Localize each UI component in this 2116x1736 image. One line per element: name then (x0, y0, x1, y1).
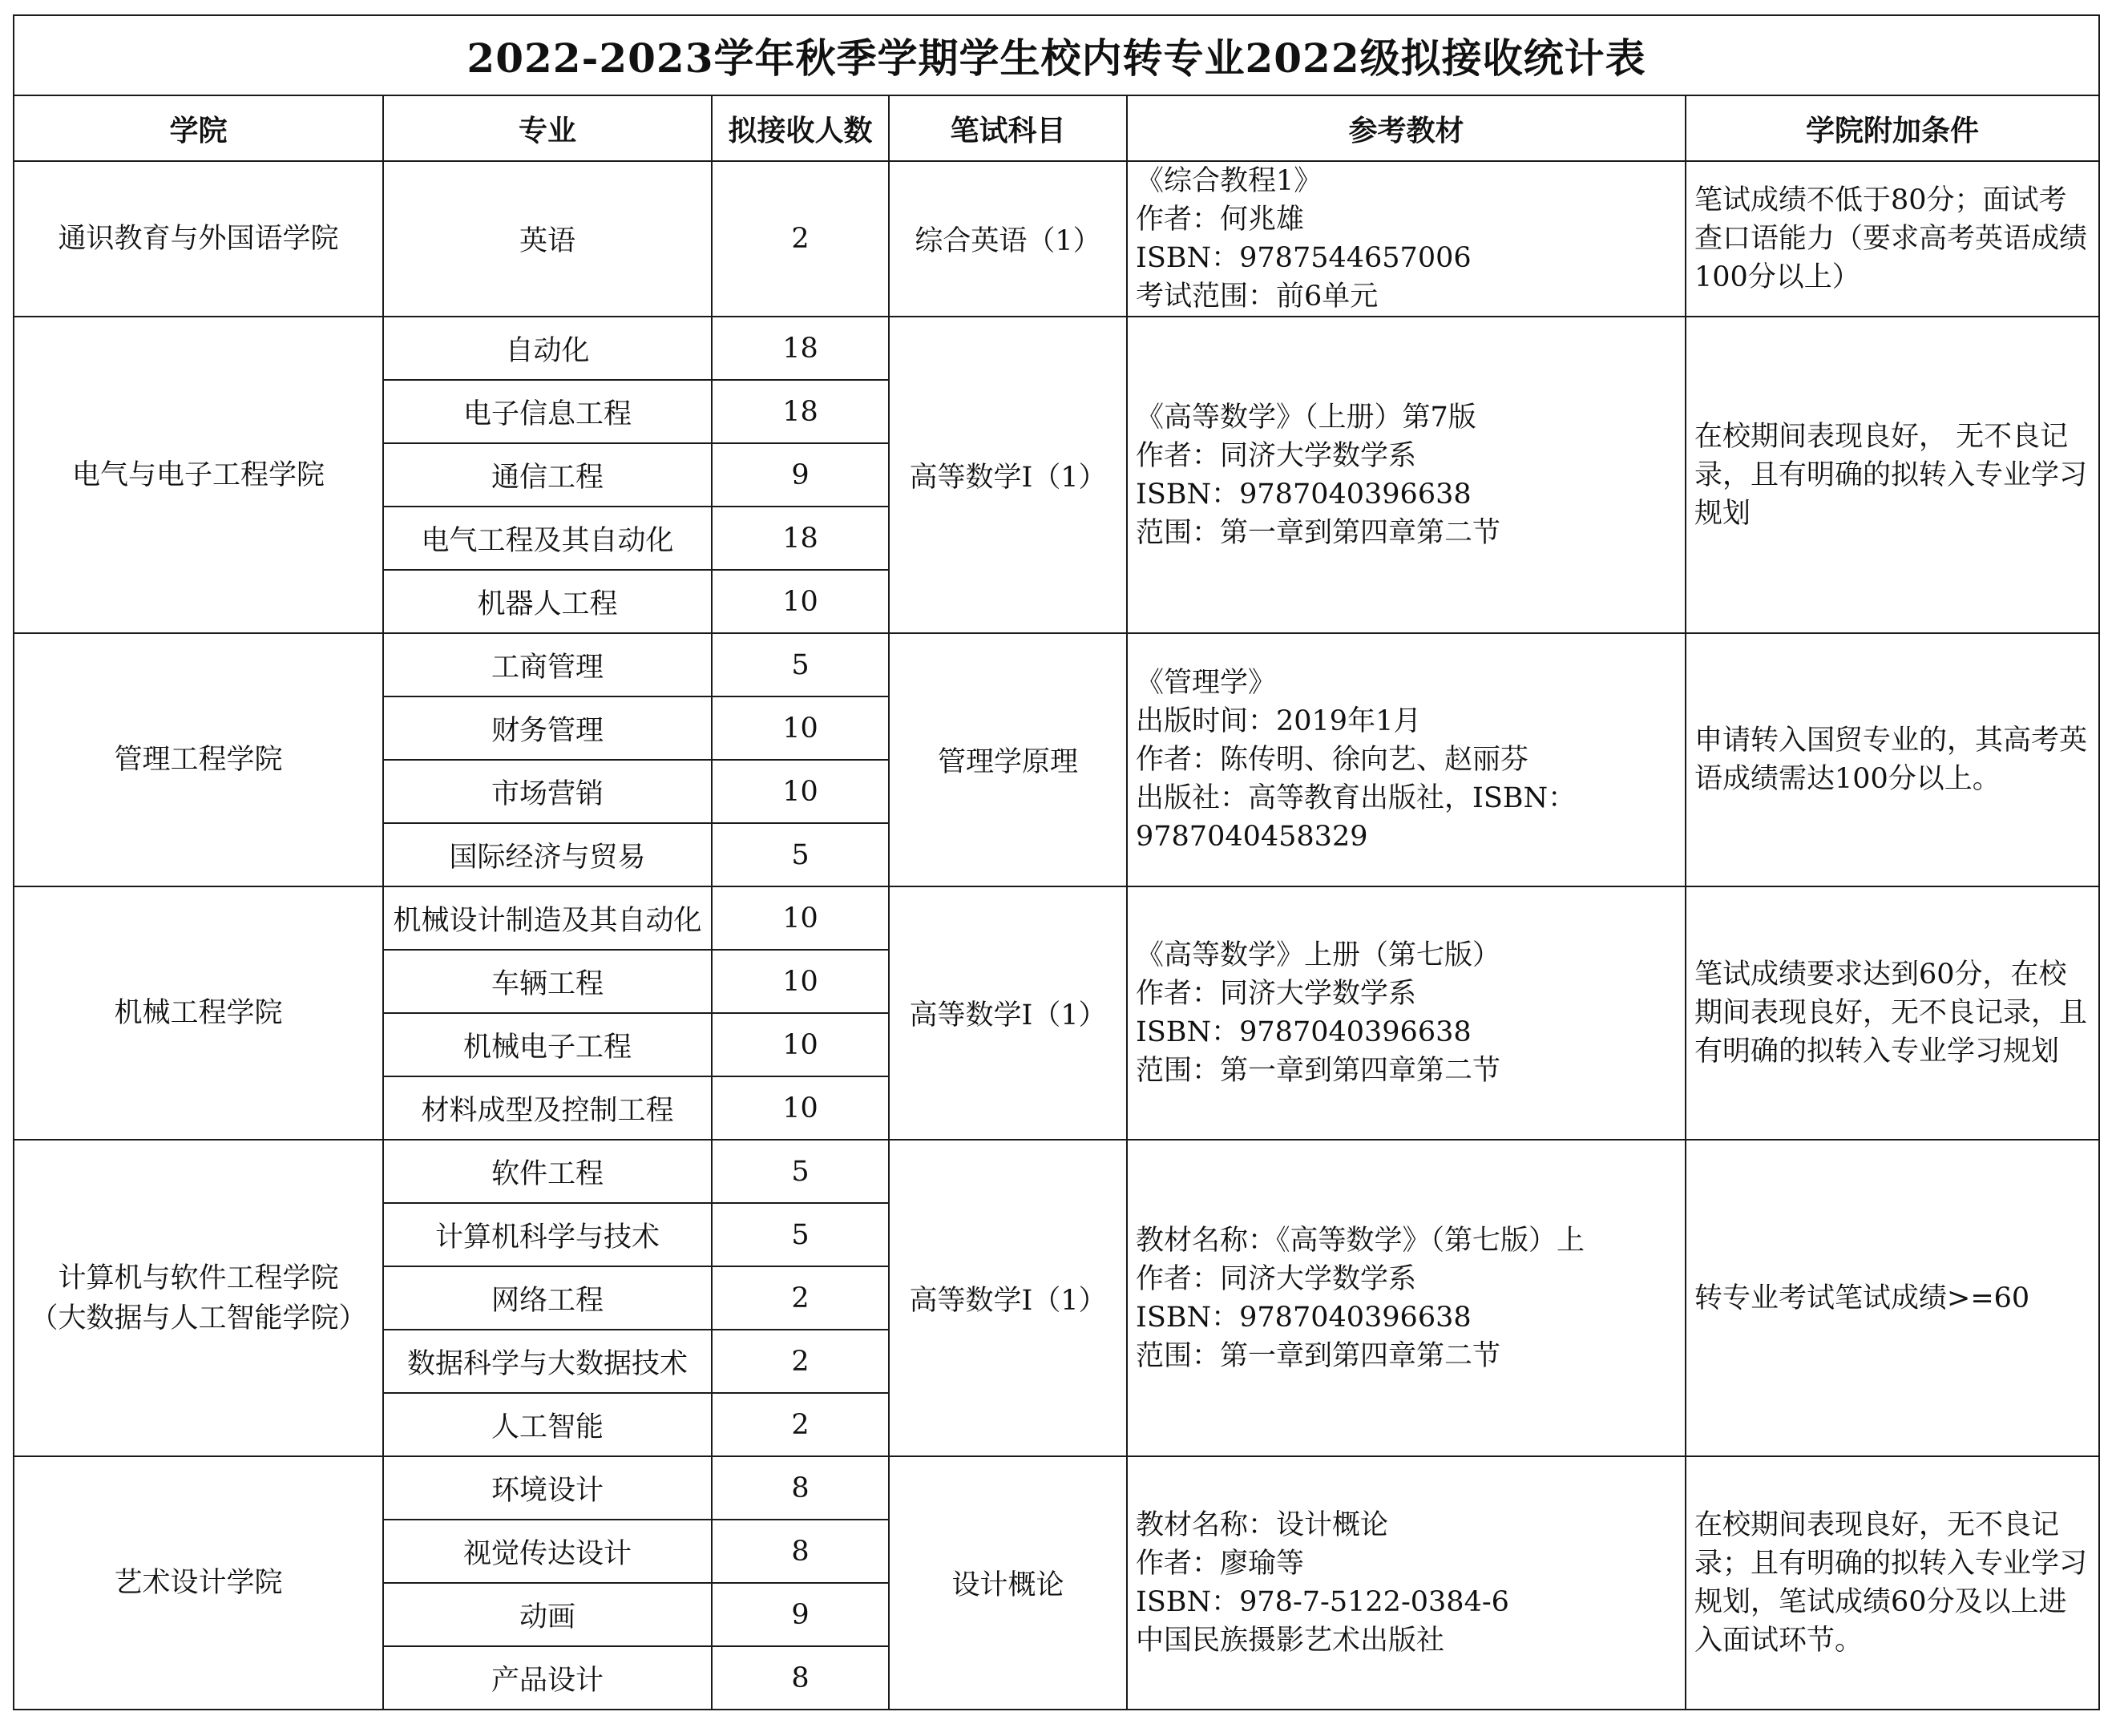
major-cell: 工商管理 (383, 633, 712, 696)
exam-subject-cell: 高等数学I（1） (889, 317, 1127, 633)
table-row (14, 633, 2099, 696)
quota-cell: 10 (712, 1013, 889, 1076)
quota-cell: 2 (712, 1393, 889, 1456)
major-cell: 机器人工程 (383, 570, 712, 633)
quota-cell: 5 (712, 1140, 889, 1203)
table-row (14, 317, 2099, 380)
major-cell: 环境设计 (383, 1456, 712, 1520)
exam-subject-cell: 高等数学I（1） (889, 1140, 1127, 1456)
major-cell: 材料成型及控制工程 (383, 1076, 712, 1140)
quota-cell: 18 (712, 317, 889, 380)
quota-cell: 8 (712, 1456, 889, 1520)
college-cell: 计算机与软件工程学院 （大数据与人工智能学院） (14, 1140, 383, 1456)
major-cell: 电子信息工程 (383, 380, 712, 443)
major-cell: 计算机科学与技术 (383, 1203, 712, 1266)
transfer-table (13, 14, 2100, 1710)
quota-cell: 8 (712, 1520, 889, 1583)
quota-cell: 10 (712, 886, 889, 950)
college-cell: 艺术设计学院 (14, 1456, 383, 1710)
major-cell: 动画 (383, 1583, 712, 1646)
exam-subject-cell: 高等数学I（1） (889, 886, 1127, 1140)
header-row (14, 95, 2099, 161)
college-cell: 通识教育与外国语学院 (14, 161, 383, 317)
quota-cell: 10 (712, 950, 889, 1013)
table-row (14, 161, 2099, 317)
quota-cell: 9 (712, 443, 889, 507)
major-cell: 网络工程 (383, 1266, 712, 1330)
major-cell: 国际经济与贸易 (383, 823, 712, 886)
major-cell: 通信工程 (383, 443, 712, 507)
condition-cell: 申请转入国贸专业的，其高考英语成绩需达100分以上。 (1686, 633, 2099, 886)
table-row (14, 1456, 2099, 1520)
major-cell: 数据科学与大数据技术 (383, 1330, 712, 1393)
major-cell: 视觉传达设计 (383, 1520, 712, 1583)
header-college: 学院 (14, 95, 383, 161)
quota-cell: 10 (712, 570, 889, 633)
quota-cell: 10 (712, 760, 889, 823)
major-cell: 人工智能 (383, 1393, 712, 1456)
condition-cell: 在校期间表现良好，无不良记录；且有明确的拟转入专业学习规划，笔试成绩60分及以上进入面试环节。 (1686, 1456, 2099, 1710)
quota-cell: 2 (712, 161, 889, 317)
major-cell: 机械电子工程 (383, 1013, 712, 1076)
college-cell: 电气与电子工程学院 (14, 317, 383, 633)
exam-subject-cell: 设计概论 (889, 1456, 1127, 1710)
major-cell: 财务管理 (383, 696, 712, 760)
exam-subject-cell: 综合英语（1） (889, 161, 1127, 317)
quota-cell: 10 (712, 696, 889, 760)
major-cell: 英语 (383, 161, 712, 317)
condition-cell: 转专业考试笔试成绩>=60 (1686, 1140, 2099, 1456)
textbook-cell: 教材名称：《高等数学》（第七版）上 作者：同济大学数学系 ISBN：9787040396638 范围：第一章到第四章第二节 (1127, 1140, 1686, 1456)
quota-cell: 18 (712, 380, 889, 443)
quota-cell: 5 (712, 1203, 889, 1266)
table-row (14, 1140, 2099, 1203)
quota-cell: 18 (712, 507, 889, 570)
header-exam-subject: 笔试科目 (889, 95, 1127, 161)
quota-cell: 8 (712, 1646, 889, 1710)
table-title: 2022-2023学年秋季学期学生校内转专业2022级拟接收统计表 (14, 15, 2099, 95)
major-cell: 软件工程 (383, 1140, 712, 1203)
quota-cell: 5 (712, 633, 889, 696)
major-cell: 自动化 (383, 317, 712, 380)
quota-cell: 2 (712, 1330, 889, 1393)
quota-cell: 5 (712, 823, 889, 886)
condition-cell: 笔试成绩不低于80分；面试考查口语能力（要求高考英语成绩100分以上） (1686, 161, 2099, 317)
header-major: 专业 (383, 95, 712, 161)
condition-cell: 在校期间表现良好， 无不良记录，且有明确的拟转入专业学习规划 (1686, 317, 2099, 633)
textbook-cell: 《管理学》 出版时间：2019年1月 作者：陈传明、徐向艺、赵丽芬 出版社：高等教育出版社，ISBN： 9787040458329 (1127, 633, 1686, 886)
quota-cell: 2 (712, 1266, 889, 1330)
textbook-cell: 教材名称：设计概论 作者：廖瑜等 ISBN：978-7-5122-0384-6 中国民族摄影艺术出版社 (1127, 1456, 1686, 1710)
major-cell: 电气工程及其自动化 (383, 507, 712, 570)
condition-cell: 笔试成绩要求达到60分，在校期间表现良好，无不良记录，且有明确的拟转入专业学习规划 (1686, 886, 2099, 1140)
exam-subject-cell: 管理学原理 (889, 633, 1127, 886)
major-cell: 车辆工程 (383, 950, 712, 1013)
table-row (14, 886, 2099, 950)
header-quota: 拟接收人数 (712, 95, 889, 161)
header-textbook: 参考教材 (1127, 95, 1686, 161)
major-cell: 机械设计制造及其自动化 (383, 886, 712, 950)
college-cell: 机械工程学院 (14, 886, 383, 1140)
textbook-cell: 《综合教程1》 作者：何兆雄 ISBN：9787544657006 考试范围：前6单元 (1127, 161, 1686, 317)
header-condition: 学院附加条件 (1686, 95, 2099, 161)
quota-cell: 9 (712, 1583, 889, 1646)
transfer-table-sheet (13, 14, 2098, 1710)
textbook-cell: 《高等数学》（上册）第7版 作者：同济大学数学系 ISBN：9787040396638 范围：第一章到第四章第二节 (1127, 317, 1686, 633)
college-cell: 管理工程学院 (14, 633, 383, 886)
major-cell: 产品设计 (383, 1646, 712, 1710)
major-cell: 市场营销 (383, 760, 712, 823)
textbook-cell: 《高等数学》上册（第七版） 作者：同济大学数学系 ISBN：9787040396638 范围：第一章到第四章第二节 (1127, 886, 1686, 1140)
quota-cell: 10 (712, 1076, 889, 1140)
